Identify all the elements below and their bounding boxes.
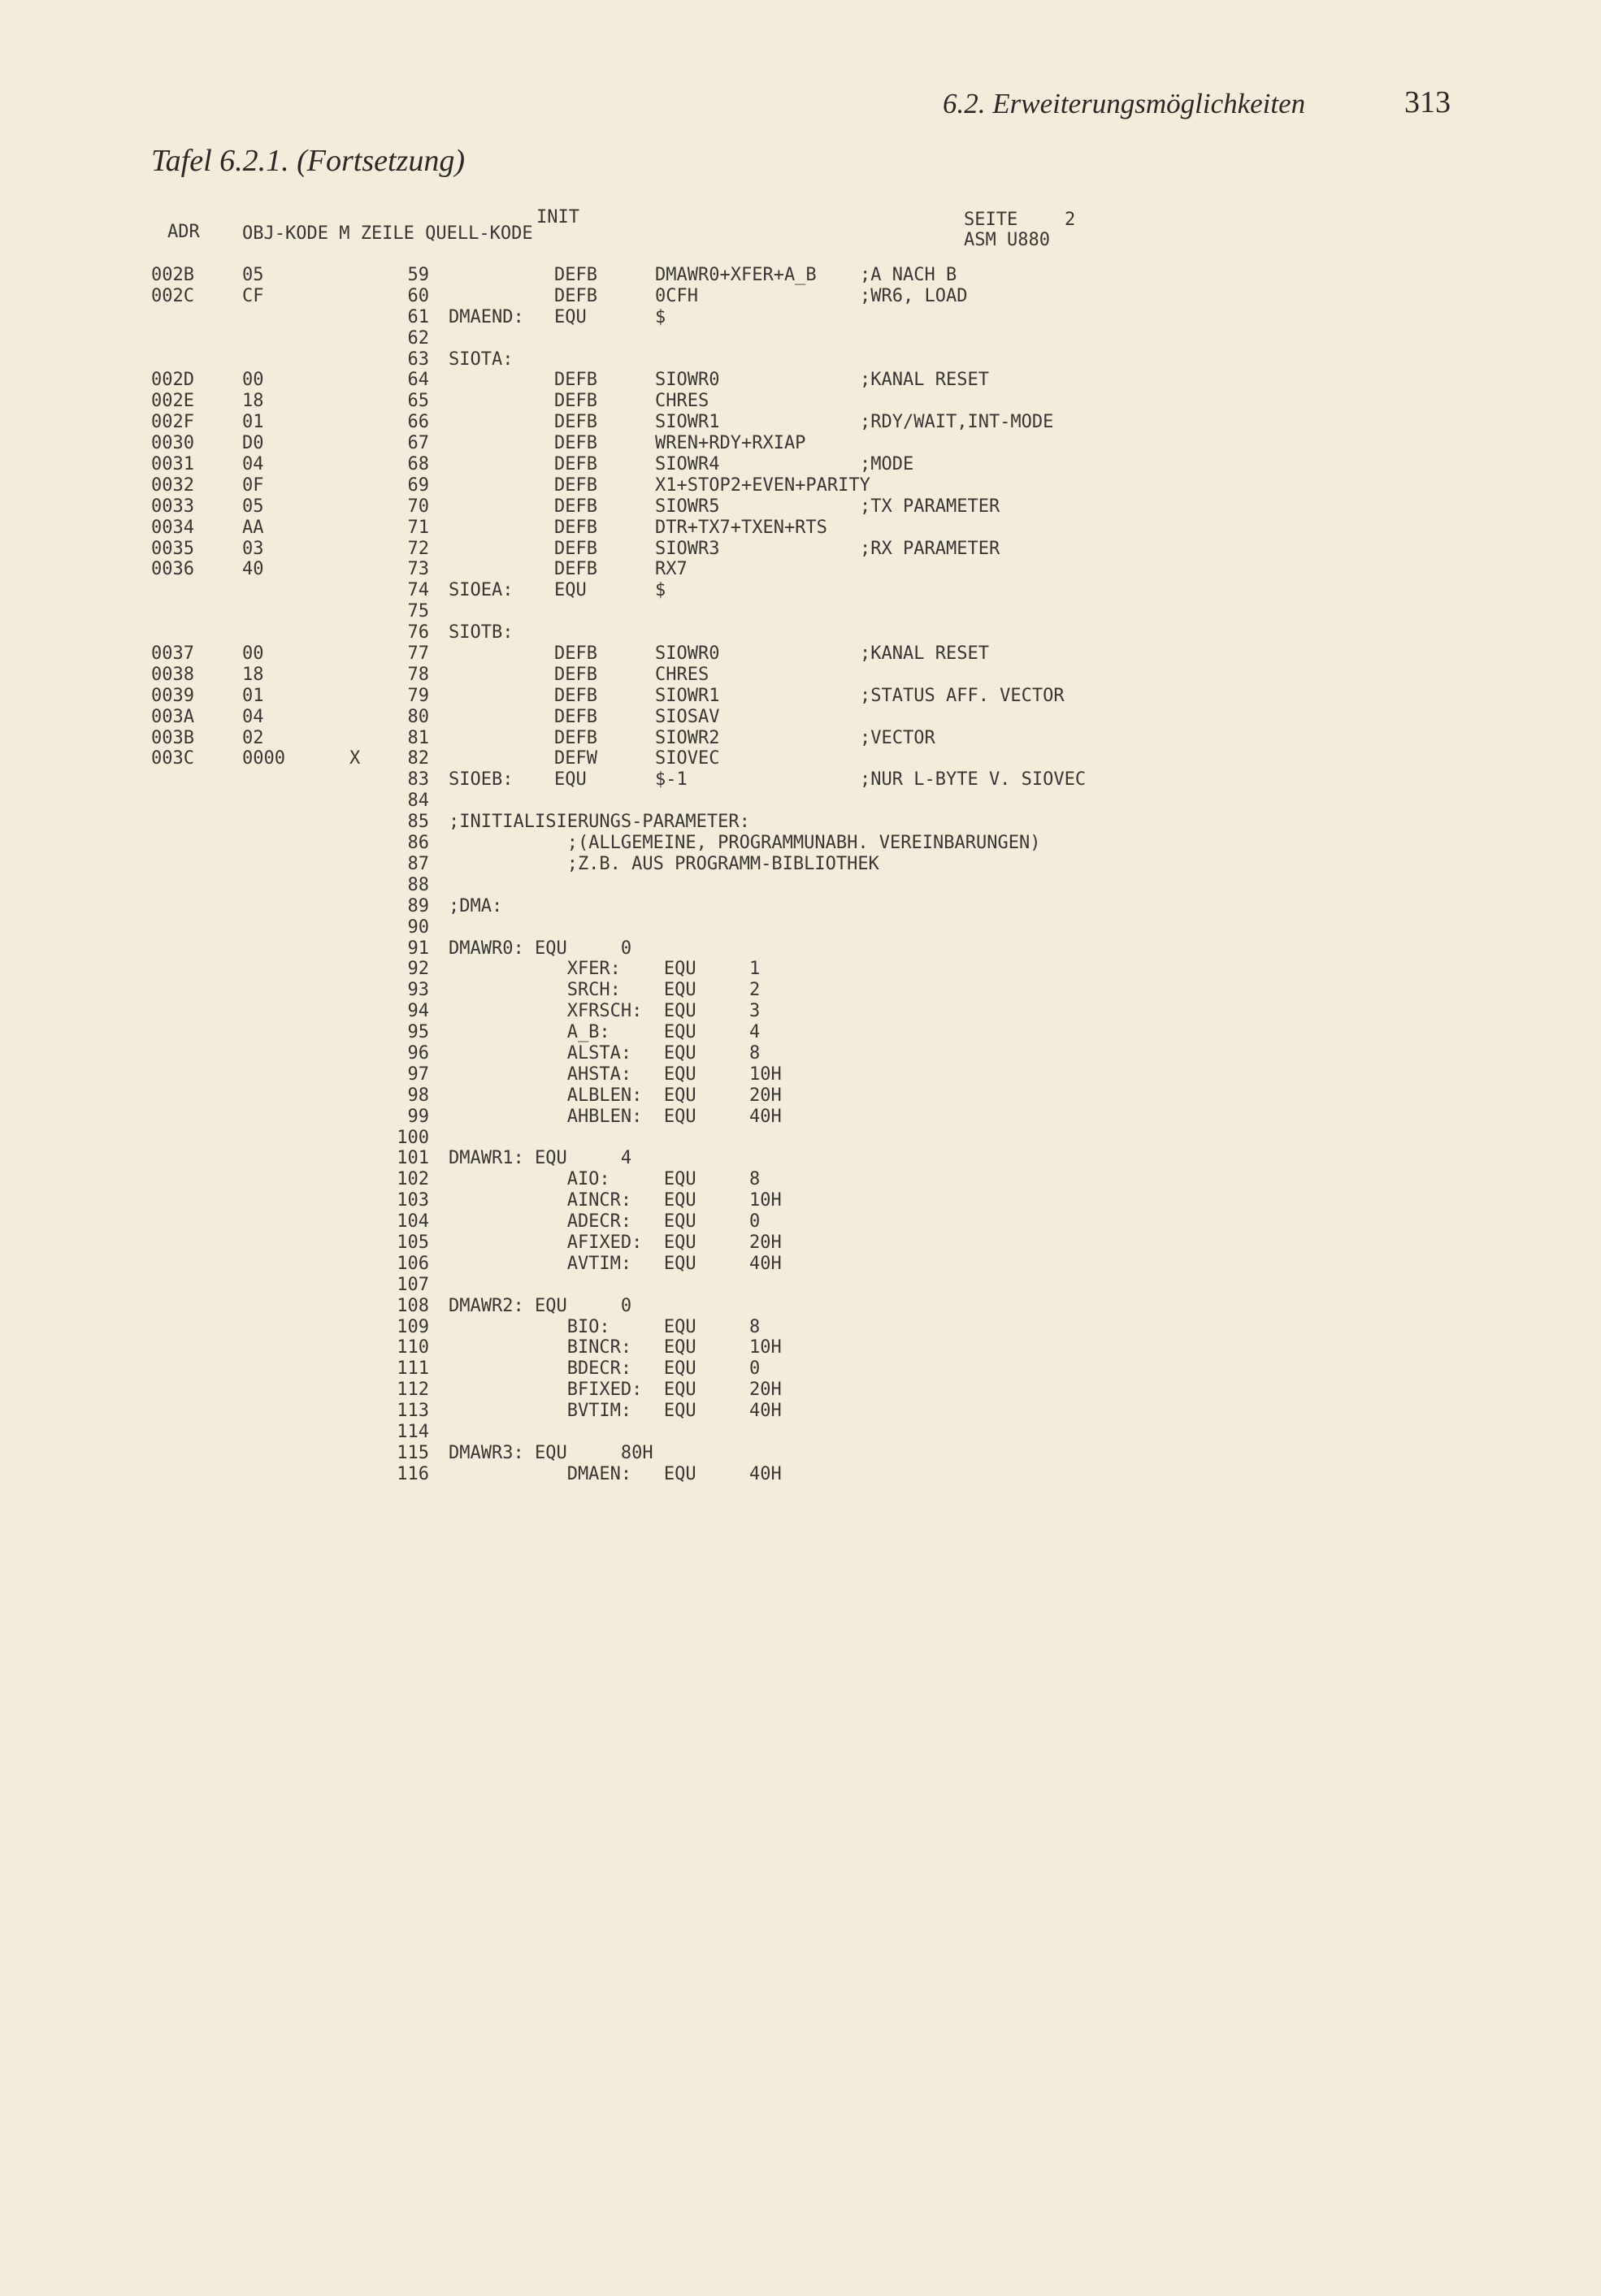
- listing-row: [0, 728, 1601, 749]
- listing-row: [0, 854, 1601, 875]
- object-code-cell: 05: [242, 265, 264, 285]
- line-number-cell: 65: [407, 391, 429, 412]
- source-text-cell: AHBLEN: EQU: [449, 1106, 696, 1127]
- object-code-cell: 18: [242, 391, 264, 412]
- address-cell: 0034: [151, 517, 194, 538]
- line-number-cell: 110: [397, 1337, 429, 1358]
- listing-row: [0, 959, 1601, 980]
- source-text-cell: AVTIM: EQU: [449, 1253, 696, 1274]
- value-cell: 1: [749, 959, 761, 980]
- line-number-cell: 63: [407, 349, 429, 370]
- value-cell: 40H: [749, 1106, 782, 1127]
- listing-row: [0, 622, 1601, 643]
- operand-cell: SIOWR5: [655, 496, 720, 517]
- listing-row: [0, 475, 1601, 496]
- listing-row: [0, 1043, 1601, 1064]
- line-number-cell: 74: [407, 580, 429, 601]
- comment-cell: ;STATUS AFF. VECTOR: [860, 685, 1065, 706]
- line-number-cell: 68: [407, 454, 429, 475]
- comment-cell: ;KANAL RESET: [860, 370, 989, 391]
- page-label: SEITE: [964, 210, 1018, 230]
- assembler-name: ASM U880: [964, 230, 1050, 250]
- line-number-cell: 84: [407, 791, 429, 812]
- listing-row: [0, 791, 1601, 812]
- listing-row: [0, 1190, 1601, 1211]
- listing-row: [0, 1275, 1601, 1296]
- object-code-cell: 04: [242, 706, 264, 727]
- object-code-cell: 01: [242, 685, 264, 706]
- address-cell: 0030: [151, 433, 194, 454]
- listing-row: [0, 496, 1601, 518]
- operand-cell: SIOSAV: [655, 706, 720, 727]
- object-code-cell: 02: [242, 727, 264, 748]
- address-cell: 0036: [151, 559, 194, 580]
- line-number-cell: 71: [407, 517, 429, 538]
- source-text-cell: DMAEN: EQU: [449, 1463, 696, 1484]
- line-number-cell: 70: [407, 496, 429, 517]
- source-text-cell: BFIXED: EQU: [449, 1380, 696, 1401]
- source-text-cell: AFIXED: EQU: [449, 1232, 696, 1253]
- opcode-cell: DEFB: [554, 706, 597, 727]
- listing-row: [0, 1422, 1601, 1443]
- listing-row: [0, 1064, 1601, 1085]
- listing-row: [0, 1317, 1601, 1338]
- line-number-cell: 62: [407, 327, 429, 349]
- listing-row: [0, 917, 1601, 938]
- value-cell: 2: [749, 980, 761, 1001]
- opcode-cell: DEFB: [554, 517, 597, 538]
- opcode-cell: DEFB: [554, 370, 597, 391]
- line-number-cell: 87: [407, 853, 429, 874]
- listing-row: [0, 769, 1601, 791]
- object-code-cell: CF: [242, 285, 264, 306]
- listing-header: [0, 207, 1601, 256]
- line-number-cell: 89: [407, 895, 429, 916]
- line-number-cell: 79: [407, 685, 429, 706]
- listing-row: [0, 1085, 1601, 1107]
- col-adr: ADR: [167, 222, 200, 242]
- label-cell: SIOTB:: [449, 622, 514, 643]
- line-number-cell: 78: [407, 664, 429, 685]
- opcode-cell: DEFB: [554, 643, 597, 665]
- source-text-cell: XFRSCH: EQU: [449, 1001, 696, 1022]
- address-cell: 0033: [151, 496, 194, 517]
- line-number-cell: 103: [397, 1190, 429, 1211]
- opcode-cell: DEFB: [554, 412, 597, 433]
- address-cell: 002D: [151, 370, 194, 391]
- line-number-cell: 85: [407, 812, 429, 833]
- line-number-cell: 106: [397, 1253, 429, 1274]
- source-text-cell: ALBLEN: EQU: [449, 1085, 696, 1106]
- listing-row: [0, 1254, 1601, 1275]
- label-cell: DMAEND:: [449, 306, 524, 327]
- line-number-cell: 92: [407, 959, 429, 980]
- line-number-cell: 75: [407, 601, 429, 622]
- opcode-cell: DEFW: [554, 748, 597, 769]
- line-number-cell: 73: [407, 559, 429, 580]
- operand-cell: 0CFH: [655, 285, 698, 306]
- comment-cell: ;RDY/WAIT,INT-MODE: [860, 412, 1054, 433]
- line-number-cell: 114: [397, 1421, 429, 1442]
- listing-row: [0, 433, 1601, 454]
- value-cell: 20H: [749, 1232, 782, 1253]
- line-number-cell: 112: [397, 1380, 429, 1401]
- listing-row: [0, 307, 1601, 328]
- value-cell: 8: [749, 1316, 761, 1337]
- operand-cell: SIOWR1: [655, 685, 720, 706]
- line-number-cell: 64: [407, 370, 429, 391]
- line-number-cell: 61: [407, 306, 429, 327]
- source-text-cell: BIO: EQU: [449, 1316, 696, 1337]
- opcode-cell: DEFB: [554, 496, 597, 517]
- operand-cell: $: [655, 580, 666, 601]
- opcode-cell: DEFB: [554, 454, 597, 475]
- source-text-cell: A_B: EQU: [449, 1022, 696, 1043]
- label-cell: SIOTA:: [449, 349, 514, 370]
- line-number-cell: 97: [407, 1064, 429, 1085]
- line-number-cell: 107: [397, 1274, 429, 1295]
- value-cell: 20H: [749, 1085, 782, 1106]
- object-code-cell: 04: [242, 454, 264, 475]
- address-cell: 003B: [151, 727, 194, 748]
- address-cell: 0032: [151, 474, 194, 496]
- line-number-cell: 88: [407, 874, 429, 895]
- line-number-cell: 99: [407, 1106, 429, 1127]
- listing-row: [0, 265, 1601, 286]
- address-cell: 0037: [151, 643, 194, 665]
- line-number-cell: 98: [407, 1085, 429, 1106]
- source-text-cell: BVTIM: EQU: [449, 1401, 696, 1422]
- object-code-cell: AA: [242, 517, 264, 538]
- value-cell: 3: [749, 1001, 761, 1022]
- opcode-cell: DEFB: [554, 474, 597, 496]
- listing-row: [0, 980, 1601, 1001]
- listing-row: [0, 1401, 1601, 1422]
- source-text-cell: DMAWR1: EQU 4: [449, 1148, 632, 1169]
- marker-cell: X: [349, 748, 361, 769]
- comment-cell: ;KANAL RESET: [860, 643, 989, 665]
- opcode-cell: DEFB: [554, 265, 597, 285]
- operand-cell: SIOWR2: [655, 727, 720, 748]
- listing-row: [0, 518, 1601, 539]
- line-number-cell: 80: [407, 706, 429, 727]
- value-cell: 8: [749, 1169, 761, 1190]
- source-text-cell: DMAWR3: EQU 80H: [449, 1442, 653, 1463]
- line-number-cell: 95: [407, 1022, 429, 1043]
- operand-cell: SIOWR3: [655, 538, 720, 559]
- object-code-cell: D0: [242, 433, 264, 454]
- listing-row: [0, 349, 1601, 370]
- object-code-cell: 03: [242, 538, 264, 559]
- listing-row: [0, 938, 1601, 960]
- line-number-cell: 83: [407, 769, 429, 791]
- listing-row: [0, 286, 1601, 307]
- page-number: 313: [1404, 85, 1451, 119]
- opcode-cell: DEFB: [554, 559, 597, 580]
- listing-row: [0, 539, 1601, 560]
- listing-row: [0, 1358, 1601, 1380]
- address-cell: 002C: [151, 285, 194, 306]
- operand-cell: CHRES: [655, 391, 709, 412]
- value-cell: 10H: [749, 1337, 782, 1358]
- operand-cell: SIOVEC: [655, 748, 720, 769]
- operand-cell: DMAWR0+XFER+A_B: [655, 265, 817, 285]
- value-cell: 40H: [749, 1401, 782, 1422]
- address-cell: 0031: [151, 454, 194, 475]
- line-number-cell: 59: [407, 265, 429, 285]
- line-number-cell: 104: [397, 1211, 429, 1232]
- line-number-cell: 109: [397, 1316, 429, 1337]
- opcode-cell: DEFB: [554, 664, 597, 685]
- source-text-cell: BDECR: EQU: [449, 1358, 696, 1380]
- opcode-cell: DEFB: [554, 433, 597, 454]
- listing-row: [0, 1337, 1601, 1358]
- comment-cell: ;RX PARAMETER: [860, 538, 1000, 559]
- line-number-cell: 90: [407, 916, 429, 938]
- listing-row: [0, 707, 1601, 728]
- table-title: Tafel 6.2.1. (Fortsetzung): [151, 144, 465, 178]
- listing-row: [0, 1001, 1601, 1022]
- address-cell: 002F: [151, 412, 194, 433]
- running-head: 6.2. Erweiterungsmöglichkeiten: [943, 88, 1306, 119]
- source-text-cell: BINCR: EQU: [449, 1337, 696, 1358]
- object-code-cell: 00: [242, 370, 264, 391]
- source-text-cell: ALSTA: EQU: [449, 1042, 696, 1064]
- value-cell: 40H: [749, 1463, 782, 1484]
- listing-row: [0, 1443, 1601, 1464]
- line-number-cell: 66: [407, 412, 429, 433]
- listing-row: [0, 601, 1601, 622]
- line-number-cell: 91: [407, 938, 429, 959]
- opcode-cell: EQU: [554, 769, 587, 791]
- label-cell: SIOEB:: [449, 769, 514, 791]
- listing-row: [0, 580, 1601, 601]
- source-text-cell: AHSTA: EQU: [449, 1064, 696, 1085]
- line-number-cell: 100: [397, 1127, 429, 1148]
- listing-row: [0, 328, 1601, 349]
- listing-row: [0, 812, 1601, 833]
- operand-cell: DTR+TX7+TXEN+RTS: [655, 517, 827, 538]
- operand-cell: SIOWR4: [655, 454, 720, 475]
- line-number-cell: 82: [407, 748, 429, 769]
- value-cell: 0: [749, 1358, 761, 1380]
- line-number-cell: 105: [397, 1232, 429, 1253]
- listing-row: [0, 1148, 1601, 1169]
- source-text-cell: AINCR: EQU: [449, 1190, 696, 1211]
- listing-row: [0, 391, 1601, 412]
- label-cell: SIOEA:: [449, 580, 514, 601]
- module-name: INIT: [536, 207, 579, 227]
- value-cell: 4: [749, 1022, 761, 1043]
- line-number-cell: 94: [407, 1001, 429, 1022]
- operand-cell: SIOWR0: [655, 643, 720, 665]
- line-number-cell: 69: [407, 474, 429, 496]
- source-text-cell: ;(ALLGEMEINE, PROGRAMMUNABH. VEREINBARUNGEN): [449, 833, 1041, 854]
- address-cell: 0038: [151, 664, 194, 685]
- address-cell: 002B: [151, 265, 194, 285]
- listing-row: [0, 559, 1601, 580]
- listing-row: [0, 748, 1601, 769]
- value-cell: 8: [749, 1042, 761, 1064]
- opcode-cell: EQU: [554, 306, 587, 327]
- source-text-cell: DMAWR0: EQU 0: [449, 938, 632, 959]
- comment-cell: ;WR6, LOAD: [860, 285, 968, 306]
- page-value: 2: [1065, 210, 1076, 230]
- object-code-cell: 05: [242, 496, 264, 517]
- operand-cell: SIOWR1: [655, 412, 720, 433]
- comment-cell: ;MODE: [860, 454, 914, 475]
- listing-row: [0, 896, 1601, 917]
- object-code-cell: 00: [242, 643, 264, 665]
- object-code-cell: 0000: [242, 748, 285, 769]
- listing-row: [0, 875, 1601, 896]
- address-cell: 0035: [151, 538, 194, 559]
- operand-cell: $-1: [655, 769, 688, 791]
- listing-row: [0, 833, 1601, 854]
- listing-row: [0, 370, 1601, 391]
- line-number-cell: 102: [397, 1169, 429, 1190]
- line-number-cell: 96: [407, 1042, 429, 1064]
- listing-row: [0, 1169, 1601, 1190]
- page-header: [0, 85, 1601, 128]
- listing-row: [0, 1232, 1601, 1254]
- line-number-cell: 86: [407, 833, 429, 854]
- object-code-cell: 40: [242, 559, 264, 580]
- address-cell: 0039: [151, 685, 194, 706]
- line-number-cell: 67: [407, 433, 429, 454]
- listing-row: [0, 412, 1601, 433]
- source-text-cell: SRCH: EQU: [449, 980, 696, 1001]
- listing-row: [0, 1107, 1601, 1128]
- assembler-listing: [0, 265, 1601, 1485]
- value-cell: 10H: [749, 1190, 782, 1211]
- operand-cell: $: [655, 306, 666, 327]
- line-number-cell: 111: [397, 1358, 429, 1380]
- line-number-cell: 116: [397, 1463, 429, 1484]
- operand-cell: X1+STOP2+EVEN+PARITY: [655, 474, 870, 496]
- listing-row: [0, 665, 1601, 686]
- source-text-cell: XFER: EQU: [449, 959, 696, 980]
- opcode-cell: DEFB: [554, 685, 597, 706]
- source-text-cell: ;INITIALISIERUNGS-PARAMETER:: [449, 812, 750, 833]
- comment-cell: ;NUR L-BYTE V. SIOVEC: [860, 769, 1087, 791]
- operand-cell: SIOWR0: [655, 370, 720, 391]
- opcode-cell: DEFB: [554, 538, 597, 559]
- operand-cell: CHRES: [655, 664, 709, 685]
- line-number-cell: 93: [407, 980, 429, 1001]
- comment-cell: ;TX PARAMETER: [860, 496, 1000, 517]
- line-number-cell: 60: [407, 285, 429, 306]
- listing-row: [0, 1380, 1601, 1401]
- line-number-cell: 81: [407, 727, 429, 748]
- line-number-cell: 115: [397, 1442, 429, 1463]
- listing-row: [0, 1296, 1601, 1317]
- address-cell: 002E: [151, 391, 194, 412]
- value-cell: 40H: [749, 1253, 782, 1274]
- listing-row: [0, 643, 1601, 665]
- object-code-cell: 0F: [242, 474, 264, 496]
- address-cell: 003C: [151, 748, 194, 769]
- value-cell: 20H: [749, 1380, 782, 1401]
- line-number-cell: 108: [397, 1295, 429, 1316]
- listing-row: [0, 454, 1601, 475]
- listing-row: [0, 1211, 1601, 1232]
- listing-row: [0, 686, 1601, 707]
- source-text-cell: AIO: EQU: [449, 1169, 696, 1190]
- line-number-cell: 113: [397, 1401, 429, 1422]
- line-number-cell: 101: [397, 1148, 429, 1169]
- line-number-cell: 76: [407, 622, 429, 643]
- opcode-cell: DEFB: [554, 285, 597, 306]
- source-text-cell: DMAWR2: EQU 0: [449, 1295, 632, 1316]
- operand-cell: WREN+RDY+RXIAP: [655, 433, 806, 454]
- line-number-cell: 72: [407, 538, 429, 559]
- source-text-cell: ;Z.B. AUS PROGRAMM-BIBLIOTHEK: [449, 853, 879, 874]
- source-text-cell: ;DMA:: [449, 895, 503, 916]
- object-code-cell: 18: [242, 664, 264, 685]
- opcode-cell: DEFB: [554, 391, 597, 412]
- value-cell: 0: [749, 1211, 761, 1232]
- listing-row: [0, 1022, 1601, 1043]
- line-number-cell: 77: [407, 643, 429, 665]
- value-cell: 10H: [749, 1064, 782, 1085]
- opcode-cell: DEFB: [554, 727, 597, 748]
- object-code-cell: 01: [242, 412, 264, 433]
- address-cell: 003A: [151, 706, 194, 727]
- col-headings: OBJ-KODE M ZEILE QUELL-KODE: [242, 223, 533, 244]
- listing-row: [0, 1128, 1601, 1149]
- operand-cell: RX7: [655, 559, 688, 580]
- comment-cell: ;A NACH B: [860, 265, 957, 285]
- opcode-cell: EQU: [554, 580, 587, 601]
- listing-row: [0, 1464, 1601, 1485]
- source-text-cell: ADECR: EQU: [449, 1211, 696, 1232]
- comment-cell: ;VECTOR: [860, 727, 935, 748]
